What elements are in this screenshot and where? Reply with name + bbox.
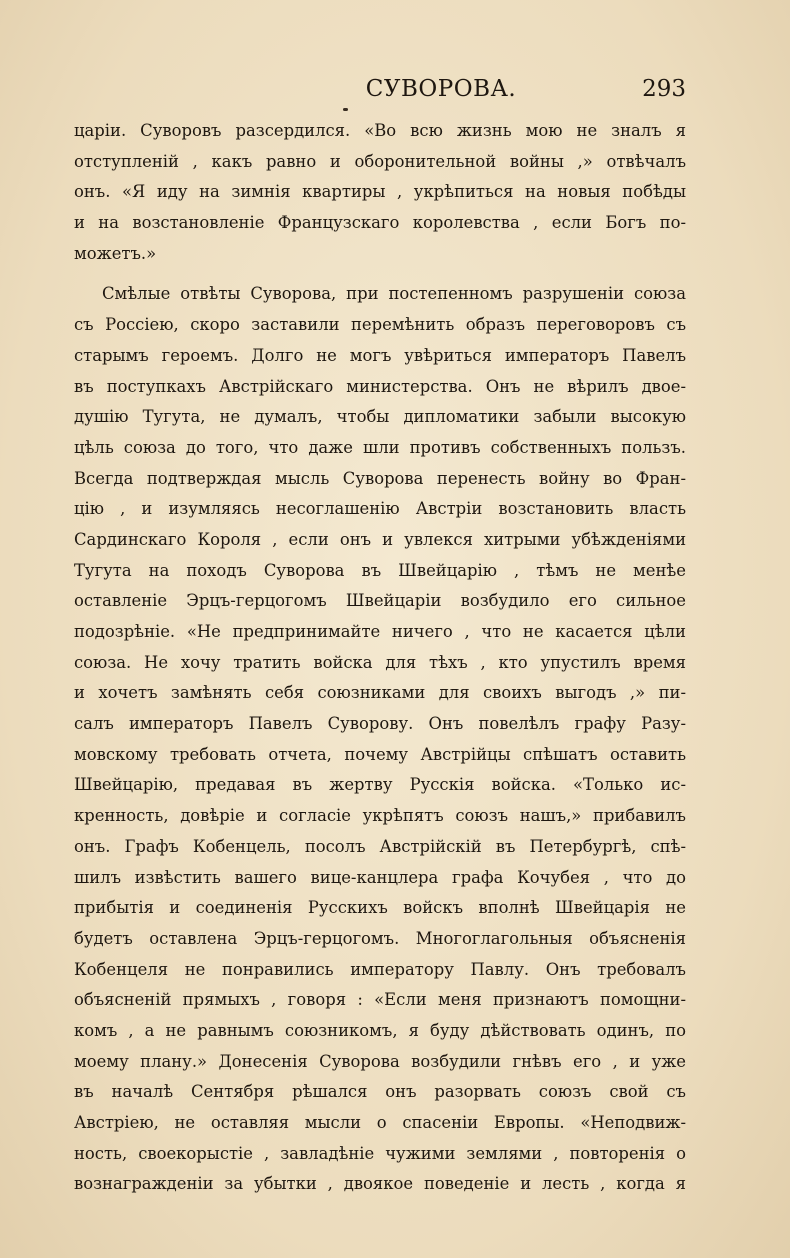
text-line: шилъ извѣстить вашего вице-канцлера графа Кочубея , что до [74,867,686,887]
page-number: 293 [642,76,686,102]
text-line: салъ императоръ Павелъ Суворову. Онъ повелѣлъ графу Разу- [74,714,686,734]
text-line: Смѣлые отвѣты Суворова, при постепенномъ разрушеніи союза [102,284,686,304]
text-line: Сардинскаго Короля , если онъ и увлекся хитрыми убѣжденіями [74,529,686,549]
text-line: въ поступкахъ Австрійскаго министерства. Онъ не вѣрилъ двое- [74,376,686,396]
text-line: будетъ оставлена Эрцъ-герцогомъ. Многоглагольныя объясненія [74,928,686,948]
running-title: СУВОРОВА. [365,76,517,102]
text-line: мовскому требовать отчета, почему Австрійцы спѣшатъ оставить [74,744,686,764]
body-text [74,116,686,1200]
text-line: Тугута на походъ Суворова въ Швейцарію , тѣмъ не менѣе [74,560,686,580]
text-line: объясненій прямыхъ , говоря : «Если меня признаютъ помощни- [74,990,686,1010]
text-line: онъ. «Я иду на зимнія квартиры , укрѣпиться на новыя побѣды [74,182,686,202]
text-line: вознагражденіи за убытки , двоякое поведеніе и лесть , когда я [74,1174,686,1194]
text-line: и хочетъ замѣнять себя союзниками для своихъ выгодъ ,» пи- [74,683,686,703]
text-line: ность, своекорыстіе , завладѣніе чужими землями , повторенія о [74,1143,686,1163]
text-line: цію , и изумляясь несоглашенію Австріи возстановить власть [74,499,686,519]
text-line: моему плану.» Донесенія Суворова возбудили гнѣвъ его , и уже [74,1051,686,1071]
text-line: прибытія и соединенія Русскихъ войскъ вполнѣ Швейцарія не [74,898,686,918]
paragraph [74,116,686,269]
text-line: Кобенцеля не понравились императору Павлу. Онъ требовалъ [74,959,686,979]
text-line: комъ , а не равнымъ союзникомъ, я буду дѣйствовать одинъ, по [74,1020,686,1040]
text-line: съ Россіею, скоро заставили перемѣнить образъ переговоровъ съ [74,315,686,335]
text-line: царіи. Суворовъ разсердился. «Во всю жизнь мою не зналъ я [74,121,686,140]
text-line: и на возстановленіе Французскаго королевства , если Богъ по- [74,213,686,233]
text-line: отступленій , какъ равно и оборонительной войны ,» отвѣчалъ [74,151,686,171]
text-line: въ началѣ Сентября рѣшался онъ разорвать союзъ свой съ [74,1082,686,1102]
text-line: можетъ.» [74,243,157,263]
paragraph [74,279,686,1200]
running-header [74,76,688,106]
ink-mark [343,108,348,111]
text-line: оставленіе Эрцъ-герцогомъ Швейцаріи возбудило его сильное [74,591,686,611]
text-line: Австріею, не оставляя мысли о спасеніи Европы. «Неподвиж- [74,1113,686,1132]
text-line: старымъ героемъ. Долго не могъ увѣриться императоръ Павелъ [74,345,686,365]
text-line: цѣль союза до того, что даже шли противъ собственныхъ пользъ. [74,437,686,457]
text-line: душію Тугута, не думалъ, чтобы дипломатики забыли высокую [74,407,686,427]
text-line: союза. Не хочу тратить войска для тѣхъ , кто упустилъ время [74,652,686,672]
text-line: Швейцарію, предавая въ жертву Русскія войска. «Только ис- [74,775,686,795]
text-line: онъ. Графъ Кобенцель, посолъ Австрійскій въ Петербургѣ, спѣ- [74,836,686,856]
text-line: подозрѣніе. «Не предпринимайте ничего , что не касается цѣли [74,622,686,641]
text-line: Всегда подтверждая мысль Суворова перенесть войну во Фран- [74,468,686,488]
text-line: кренность, довѣріе и согласіе укрѣпятъ союзъ нашъ,» прибавилъ [74,806,686,826]
